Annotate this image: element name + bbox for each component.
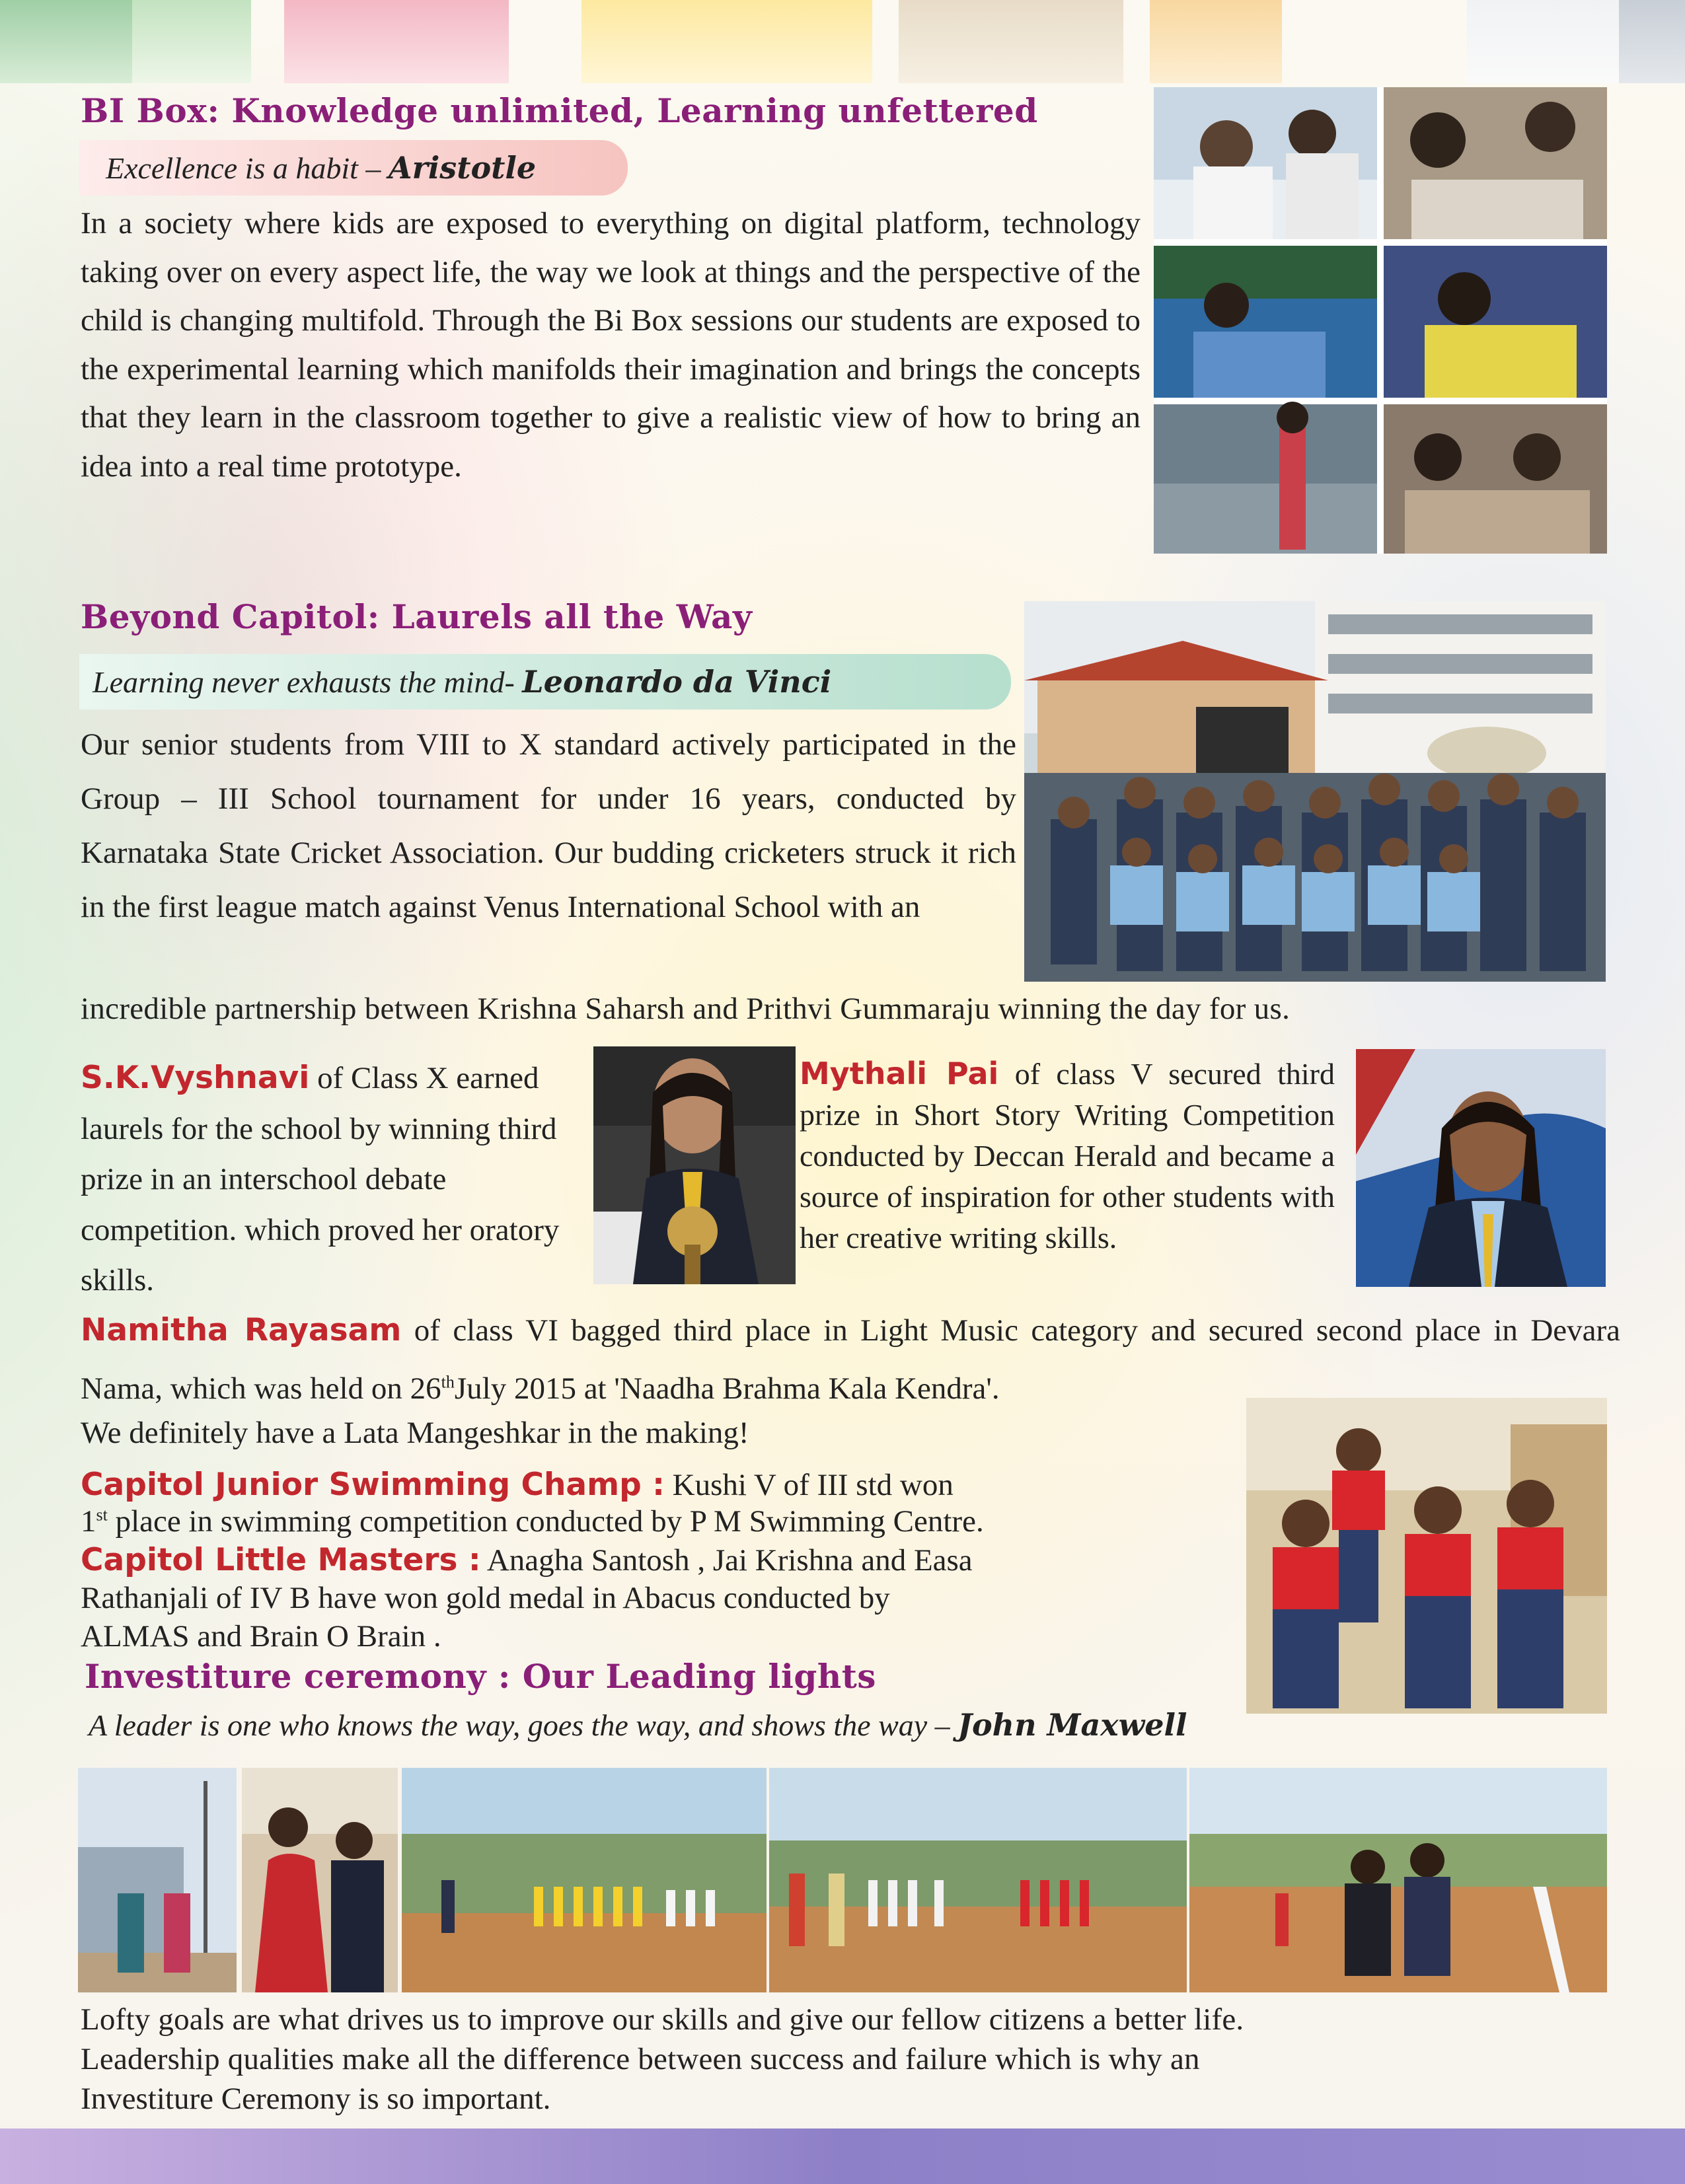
- beyond-heading: Beyond Capitol: Laurels all the Way: [81, 597, 753, 636]
- mythali-photo: [1356, 1049, 1606, 1287]
- swimming-line-2: [81, 1504, 984, 1539]
- bibox-heading: BI Box: Knowledge unlimited, Learning unfettered: [81, 91, 1038, 130]
- mythali-name: Mythali Pai: [800, 1056, 999, 1091]
- vyshnavi-text: [81, 1053, 596, 1306]
- swimming-line2-prefix: 1: [81, 1504, 96, 1539]
- swimming-line2-sup: st: [96, 1505, 108, 1525]
- investiture-line-3: Investiture Ceremony is so important.: [81, 2082, 551, 2116]
- namitha-name: Namitha Rayasam: [81, 1312, 402, 1348]
- masters-text-1: Anagha Santosh , Jai Krishna and Easa: [480, 1543, 973, 1578]
- investiture-photo-4: [769, 1768, 1187, 1992]
- vyshnavi-name: S.K.Vyshnavi: [81, 1060, 310, 1096]
- vyshnavi-photo: [593, 1046, 796, 1284]
- top-color-bands: [0, 0, 1685, 83]
- namitha-sup: th: [441, 1372, 455, 1392]
- kids-group-photo: [1246, 1398, 1607, 1714]
- beyond-quote-author: Leonardo da Vinci: [522, 664, 832, 700]
- mythali-description: of class V secured third prize in Short Story Writing Competition conducted by Deccan Herald and became a source of inspiration for other students with her creative writing skills.: [800, 1057, 1335, 1255]
- namitha-text-1: of class VI bagged third place in Light Music category and secured second place in Devara Nama, which was held on 26: [81, 1313, 1620, 1406]
- beyond-paragraph-end: incredible partnership between Krishna Saharsh and Prithvi Gummaraju winning the day for us.: [81, 992, 1291, 1026]
- masters-line-2: Rathanjali of IV B have won gold medal in Abacus conducted by: [81, 1581, 890, 1615]
- namitha-text-2: July 2015 at 'Naadha Brahma Kala Kendra'.: [454, 1371, 1000, 1406]
- investiture-photo-1: [78, 1768, 237, 1992]
- swimming-text-1: Kushi V of III std won: [664, 1468, 954, 1502]
- investiture-quote: [89, 1707, 1187, 1743]
- investiture-photo-5: [1189, 1768, 1607, 1992]
- bibox-photo-collage: [1154, 87, 1607, 554]
- masters-line-3: ALMAS and Brain O Brain .: [81, 1619, 441, 1654]
- bibox-quote-author: Aristotle: [388, 150, 537, 186]
- investiture-heading: Investiture ceremony : Our Leading lights: [85, 1657, 876, 1696]
- beyond-paragraph: Our senior students from VIII to X standard actively participated in the Group – III School tournament for under 16 years, conducted by Karnataka State Cricket Association. Our budding cricketers struck it rich in the first league match against Venus International School with an: [81, 727, 1016, 924]
- beyond-quote-text: Learning never exhausts the mind-: [93, 665, 523, 699]
- bibox-quote-text: Excellence is a habit –: [106, 151, 389, 185]
- investiture-photo-2: [242, 1768, 398, 1992]
- mythali-text: [800, 1053, 1335, 1258]
- investiture-line-2: Leadership qualities make all the difference between success and failure which is why an: [81, 2042, 1200, 2076]
- namitha-line-2: We definitely have a Lata Mangeshkar in the making!: [81, 1416, 749, 1450]
- cricket-team-photo: [1024, 601, 1606, 982]
- swimming-line-1: [81, 1467, 954, 1503]
- investiture-line-1: Lofty goals are what drives us to improve our skills and give our fellow citizens a better life.: [81, 2002, 1244, 2037]
- bibox-quote: [79, 140, 628, 196]
- bottom-color-band: [0, 2129, 1685, 2184]
- investiture-quote-text: A leader is one who knows the way, goes the way, and shows the way –: [89, 1708, 958, 1742]
- masters-label: Capitol Little Masters :: [81, 1542, 481, 1578]
- investiture-photo-3: [402, 1768, 767, 1992]
- beyond-quote: [79, 654, 1011, 710]
- swimming-line2-text: place in swimming competition conducted by P M Swimming Centre.: [107, 1504, 984, 1539]
- investiture-quote-author: John Maxwell: [957, 1707, 1187, 1743]
- swimming-label: Capitol Junior Swimming Champ :: [81, 1467, 665, 1503]
- masters-line-1: [81, 1542, 973, 1578]
- vyshnavi-description: of Class X earned laurels for the school by winning third prize in an interschool debate competition. which proved her oratory skills.: [81, 1061, 560, 1297]
- bibox-paragraph: In a society where kids are exposed to everything on digital platform, technology taking over on every aspect life, the way we look at things and the perspective of the child is changing multifold. Through the Bi Box sessions our students are exposed to the experimental learning which manifolds their imagination and brings the concepts that they learn in the classroom together to give a realistic view of how to bring an idea into a real time prototype.: [81, 206, 1141, 484]
